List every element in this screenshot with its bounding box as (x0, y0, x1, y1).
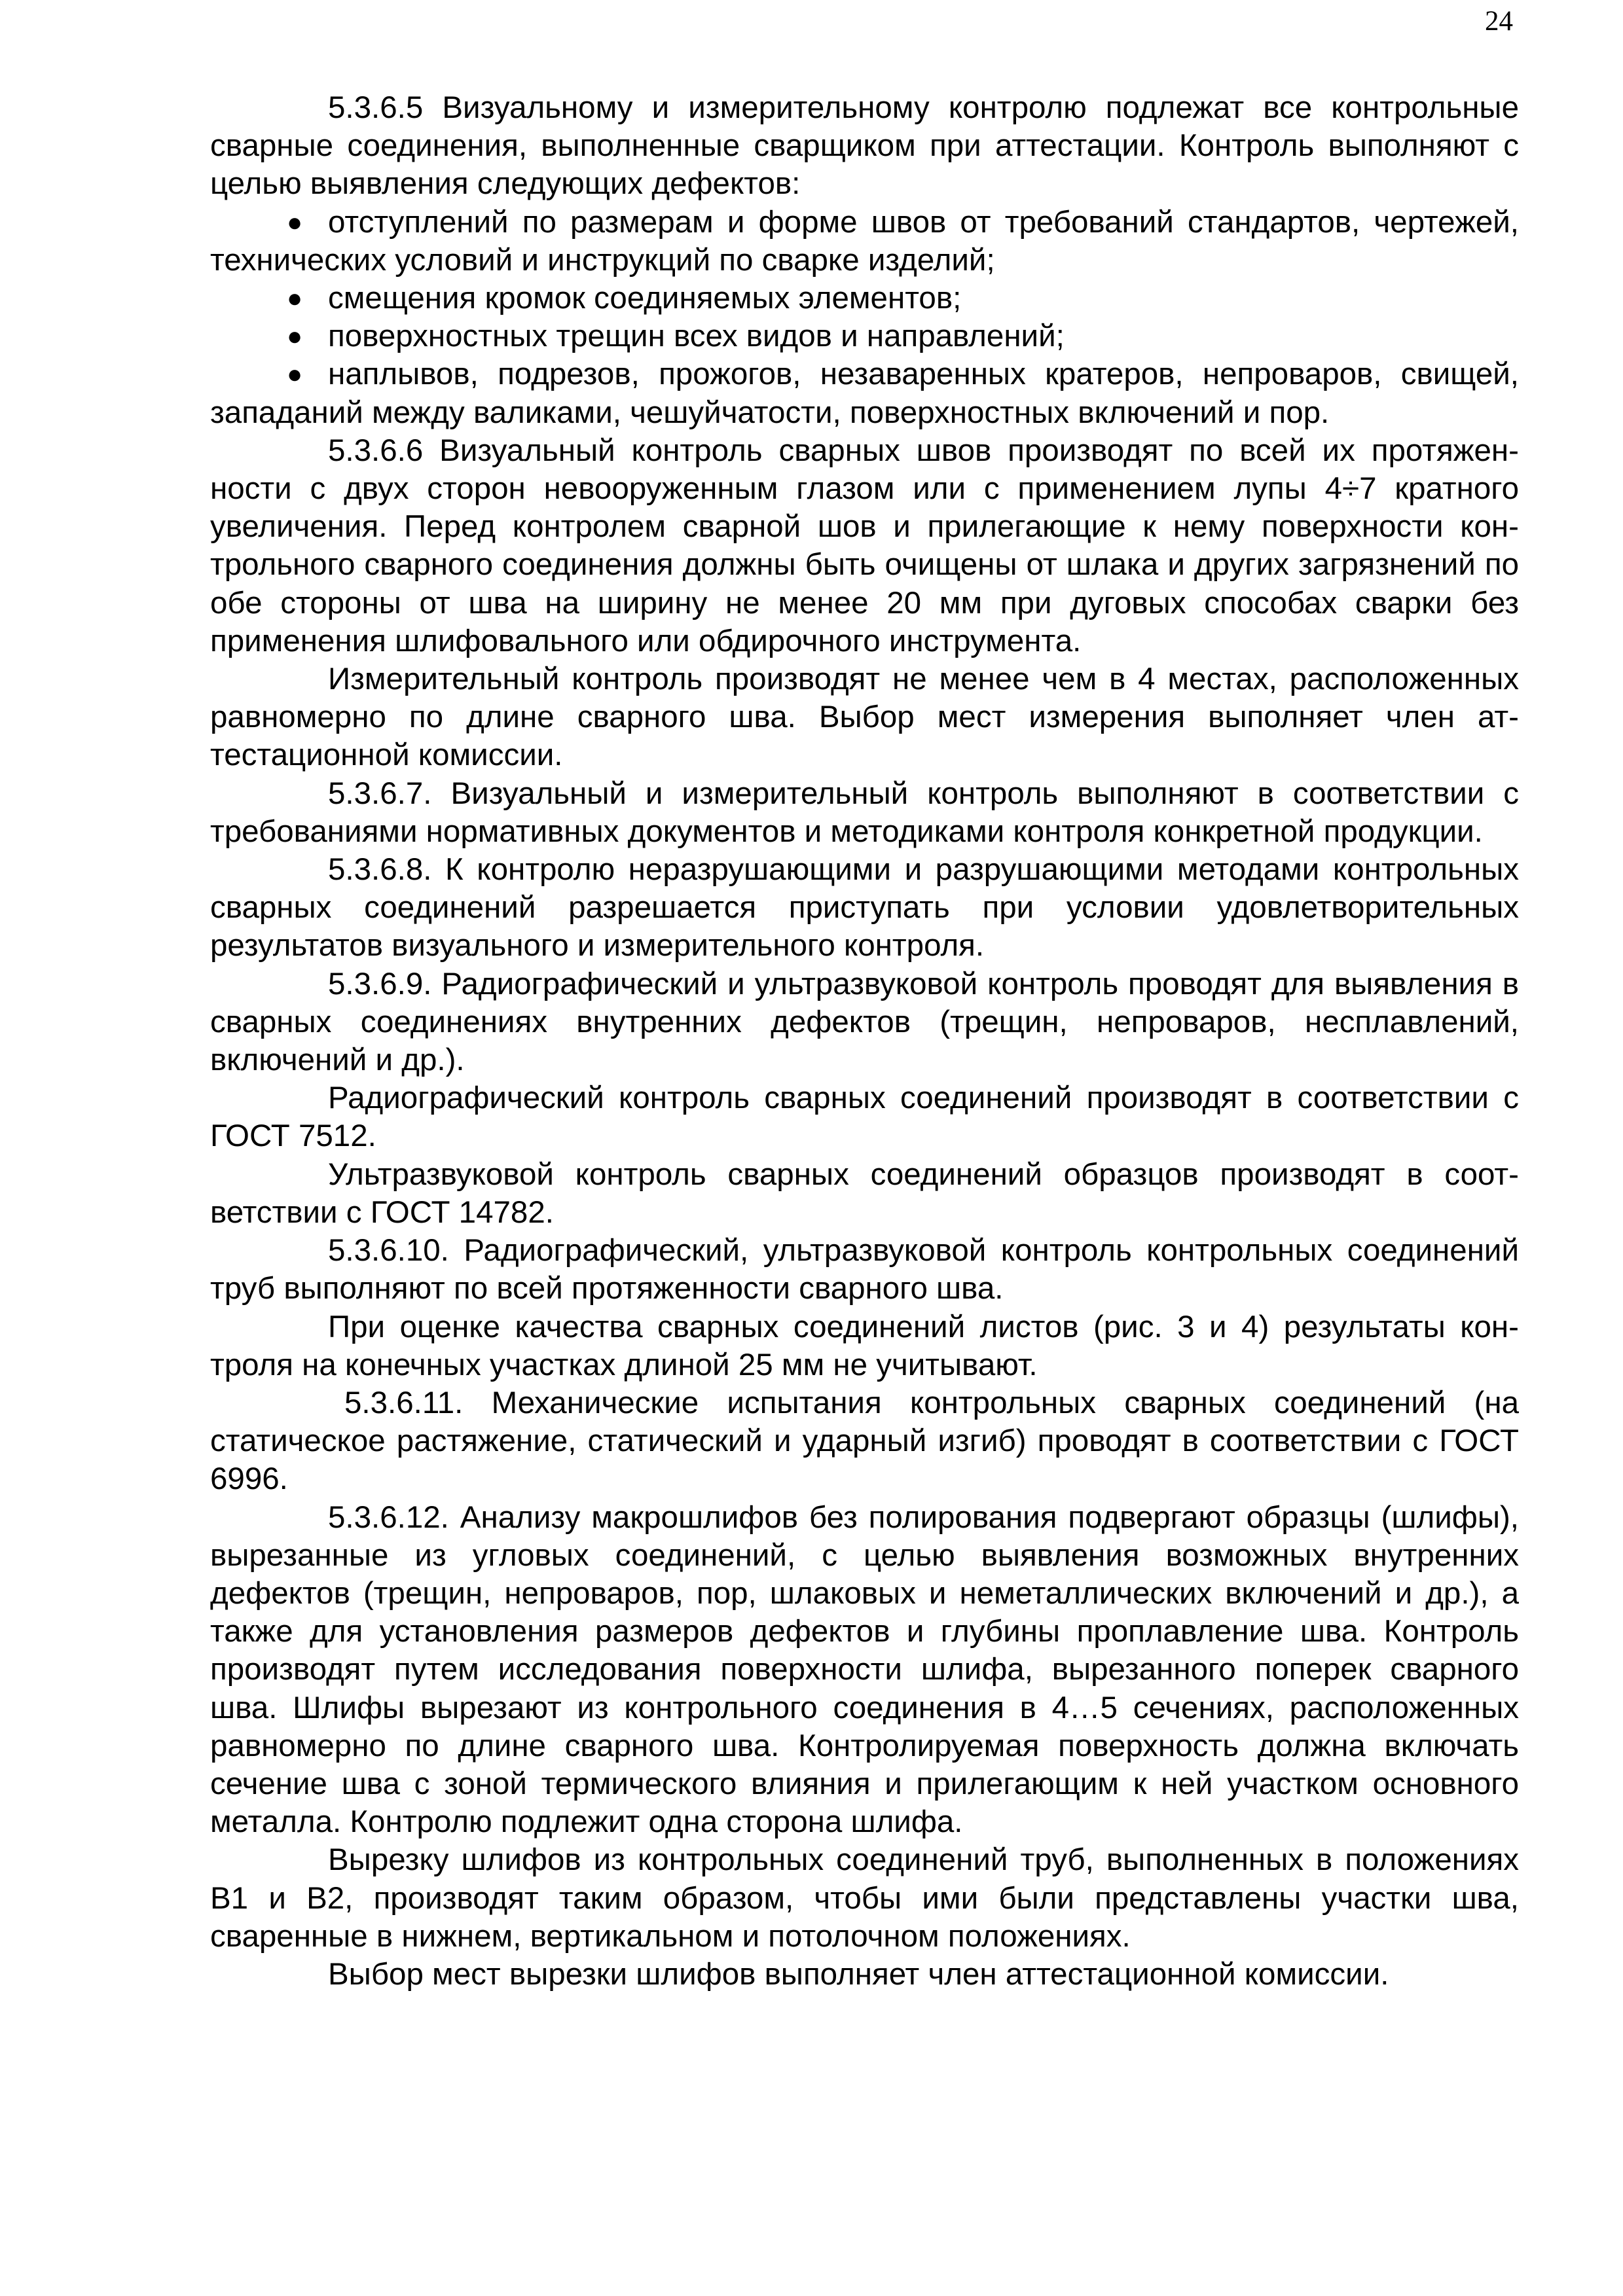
list-item: ● поверхностных трещин всех видов и направлений; (210, 317, 1519, 355)
list-item: ● наплывов, подрезов, прожогов, незаваренных кратеров, непроваров, свищей, западаний между валиками, чешуйчатости, поверхностных включений и пор. (210, 357, 1519, 430)
bullet-icon: ● (287, 284, 303, 314)
paragraph-ultrasonic: Ультразвуковой контроль сварных соединений образцов производят в соответствии с ГОСТ 14782. (210, 1157, 1519, 1230)
page-number: 24 (1485, 6, 1513, 37)
document-body (210, 89, 1519, 1994)
paragraph-5-3-6-10: 5.3.6.10. Радиографический, ультразвуковой контроль контрольных соединений труб выполняют по всей протяженности сварного шва. (210, 1233, 1519, 1306)
paragraph-5-3-6-9: 5.3.6.9. Радиографический и ультразвуковой контроль проводят для выявления в сварных соединениях внутренних дефектов (трещин, непроваров, несплавлений, включений и др.). (210, 966, 1519, 1078)
paragraph-section-selection: Выбор мест вырезки шлифов выполняет член аттестационной комиссии. (328, 1956, 1389, 1992)
paragraph-5-3-6-11: 5.3.6.11. Механические испытания контрольных сварных соединений (на статическое растяжение, статический и ударный изгиб) проводят в соответствии с ГОСТ 6996. (210, 1385, 1519, 1497)
list-item: ● отступлений по размерам и форме швов от требований стандартов, чертежей, технических условий и инструкций по сварке изделий; (210, 204, 1519, 278)
bullet-icon: ● (287, 360, 303, 389)
paragraph-radiographic: Радиографический контроль сварных соединений производят в соответствии с ГОСТ 7512. (210, 1081, 1519, 1154)
paragraph-5-3-6-5: 5.3.6.5 Визуальному и измерительному контролю подлежат все контрольные сварные соединения, выполненные сварщиком при аттестации. Контроль выполняют с целью выявления следующих дефектов: (210, 90, 1519, 202)
paragraph-5-3-6-7: 5.3.6.7. Визуальный и измерительный контроль выполняют в соответствии с требованиями нормативных документов и методиками контроля конкретной продукции. (210, 776, 1519, 849)
bullet-icon: ● (287, 322, 303, 351)
paragraph-measurement-control: Измерительный контроль производят не менее чем в 4 местах, расположенных равномерно по длине сварного шва. Выбор мест измерения выполняет член аттестационной комиссии. (210, 662, 1519, 773)
bullet-icon: ● (287, 207, 303, 237)
defects-list (210, 204, 1519, 432)
paragraph-5-3-6-8: 5.3.6.8. К контролю неразрушающими и разрушающими методами контрольных сварных соединений разрешается приступать при условии удовлетворительных результатов визуального и измерительного контроля. (210, 852, 1519, 963)
list-item: ● смещения кромок соединяемых элементов; (210, 279, 1519, 317)
paragraph-5-3-6-12: 5.3.6.12. Анализу макрошлифов без полирования подвергают образцы (шлифы), вырезанные из угловых соединений, с целью выявления возможных внутренних дефектов (трещин, непроваров, пор, шлаковых и неметаллических включений и др.), а также для установления размеров дефектов и глубины проплавление шва. Контроль производят путем исследования поверхности шлифа, вырезанного поперек сварного шва. Шлифы вырезают из контрольного соединения в 4…5 сечениях, расположенных равномерно по длине сварного шва. Контролируемая поверхность должна включать сечение шва с зоной термического влияния и прилегающим к ней участком основного металла. Контролю подлежит одна сторона шлифа. (210, 1499, 1519, 1840)
paragraph-quality-assessment: При оценке качества сварных соединений листов (рис. 3 и 4) результаты контроля на конечных участках длиной 25 мм не учитывают. (210, 1309, 1519, 1382)
paragraph-pipe-sections: Вырезку шлифов из контрольных соединений труб, выполненных в положениях В1 и В2, производят таким образом, чтобы ими были представлены участки шва, сваренные в нижнем, вертикальном и потолочном положениях. (210, 1842, 1519, 1954)
paragraph-5-3-6-6: 5.3.6.6 Визуальный контроль сварных швов производят по всей их протяженности с двух сторон невооруженным глазом или с применением лупы 4÷7 кратного увеличения. Перед контролем сварной шов и прилегающие к нему поверхности контрольного сварного соединения должны быть очищены от шлака и других загрязнений по обе стороны от шва на ширину не менее 20 мм при дуговых способах сварки без применения шлифовального или обдирочного инструмента. (210, 433, 1519, 658)
